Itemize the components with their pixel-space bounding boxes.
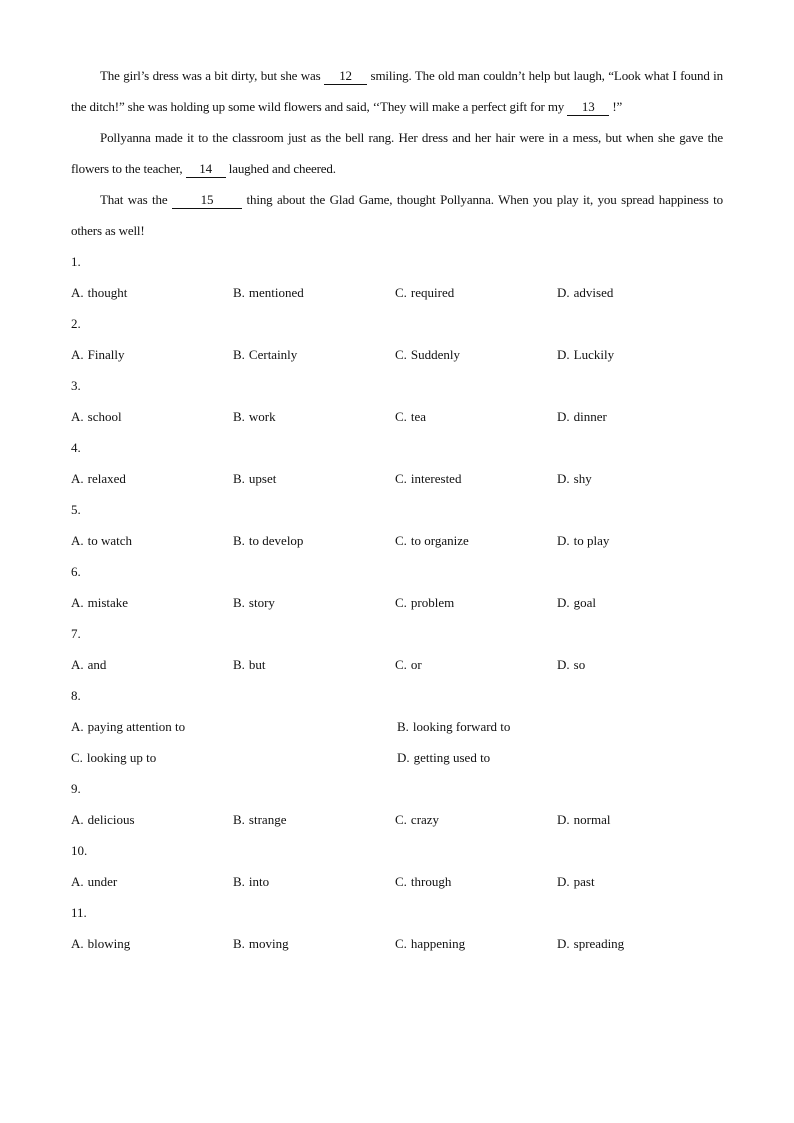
- option-letter: C.: [395, 874, 407, 889]
- option-text: mentioned: [248, 285, 304, 300]
- option-letter: D.: [557, 936, 570, 951]
- passage-text: That was the: [100, 192, 173, 207]
- question-number: 4.: [71, 440, 81, 455]
- option-d: [557, 928, 719, 959]
- option-d: [557, 339, 719, 370]
- option-text: normal: [573, 812, 611, 827]
- option-text: past: [573, 874, 595, 889]
- option-letter: A.: [71, 874, 84, 889]
- option-letter: D.: [557, 347, 570, 362]
- option-letter: D.: [557, 657, 570, 672]
- option-letter: D.: [397, 750, 410, 765]
- option-text: Certainly: [248, 347, 298, 362]
- passage-paragraph-3: [71, 184, 723, 246]
- passage-text: smiling. The old man couldn’t help but laugh, “Look what I found in the ditch!” she was holding up some wild flowers and said, ‘‘They will make a perfect gift for my: [71, 68, 723, 114]
- option-text: goal: [573, 595, 597, 610]
- option-c: [395, 463, 557, 494]
- option-c: [395, 804, 557, 835]
- option-text: required: [410, 285, 455, 300]
- option-b: [233, 928, 395, 959]
- options-row: [71, 525, 723, 556]
- blank-12: 12: [324, 68, 367, 85]
- option-a: [71, 401, 233, 432]
- question-number: 1.: [71, 254, 81, 269]
- option-text: so: [573, 657, 586, 672]
- option-text: work: [248, 409, 276, 424]
- options-row: [71, 277, 723, 308]
- option-text: delicious: [87, 812, 135, 827]
- option-letter: D.: [557, 409, 570, 424]
- reading-passage: [71, 60, 723, 246]
- option-text: moving: [248, 936, 289, 951]
- options-row: [71, 804, 723, 835]
- option-letter: B.: [233, 936, 245, 951]
- option-a: [71, 339, 233, 370]
- options-row: [71, 463, 723, 494]
- question-list: [71, 246, 723, 959]
- option-d: [557, 804, 719, 835]
- option-b: [233, 587, 395, 618]
- option-text: to play: [573, 533, 610, 548]
- option-d: [557, 401, 719, 432]
- document-page: [71, 60, 723, 959]
- option-letter: A.: [71, 936, 84, 951]
- option-text: and: [87, 657, 107, 672]
- passage-paragraph-1: [71, 60, 723, 122]
- option-letter: C.: [395, 657, 407, 672]
- option-text: under: [87, 874, 118, 889]
- option-letter: B.: [233, 347, 245, 362]
- option-c: [395, 649, 557, 680]
- option-text: advised: [573, 285, 614, 300]
- option-letter: A.: [71, 812, 84, 827]
- option-a: [71, 525, 233, 556]
- option-text: to organize: [410, 533, 469, 548]
- option-text: looking up to: [86, 750, 157, 765]
- option-a: [71, 587, 233, 618]
- question-number: 5.: [71, 502, 81, 517]
- question-number: 3.: [71, 378, 81, 393]
- option-c: [395, 866, 557, 897]
- option-c: [71, 742, 397, 773]
- option-letter: D.: [557, 874, 570, 889]
- option-text: dinner: [573, 409, 607, 424]
- option-text: through: [410, 874, 452, 889]
- option-d: [557, 277, 719, 308]
- option-text: getting used to: [413, 750, 491, 765]
- option-letter: C.: [71, 750, 83, 765]
- option-c: [395, 587, 557, 618]
- option-letter: D.: [557, 595, 570, 610]
- option-text: shy: [573, 471, 592, 486]
- option-letter: C.: [395, 409, 407, 424]
- option-a: [71, 804, 233, 835]
- question-number: 10.: [71, 843, 88, 858]
- option-letter: D.: [557, 285, 570, 300]
- option-text: to develop: [248, 533, 304, 548]
- option-letter: B.: [233, 657, 245, 672]
- option-a: [71, 649, 233, 680]
- option-b: [233, 866, 395, 897]
- option-b: [233, 339, 395, 370]
- option-letter: B.: [233, 533, 245, 548]
- blank-14: 14: [186, 161, 226, 178]
- option-letter: B.: [397, 719, 409, 734]
- options-row: [71, 401, 723, 432]
- option-text: problem: [410, 595, 455, 610]
- option-text: paying attention to: [87, 719, 186, 734]
- option-letter: B.: [233, 285, 245, 300]
- option-text: looking forward to: [412, 719, 511, 734]
- option-d: [557, 587, 719, 618]
- option-b: [233, 649, 395, 680]
- options-row: [71, 339, 723, 370]
- option-letter: A.: [71, 409, 84, 424]
- option-text: or: [410, 657, 422, 672]
- option-text: strange: [248, 812, 287, 827]
- passage-text: Pollyanna made it to the classroom just as the bell rang. Her dress and her hair were in a mess, but when she gave the flowers to the teacher,: [71, 130, 723, 176]
- question-number: 11.: [71, 905, 87, 920]
- option-d: [397, 742, 723, 773]
- question-number: 8.: [71, 688, 81, 703]
- option-text: crazy: [410, 812, 440, 827]
- option-c: [395, 525, 557, 556]
- option-text: to watch: [87, 533, 133, 548]
- option-letter: A.: [71, 533, 84, 548]
- option-a: [71, 866, 233, 897]
- option-c: [395, 401, 557, 432]
- passage-paragraph-2: [71, 122, 723, 184]
- options-row: [71, 587, 723, 618]
- options-row: [71, 928, 723, 959]
- option-letter: C.: [395, 347, 407, 362]
- option-d: [557, 866, 719, 897]
- blank-13: 13: [567, 99, 609, 116]
- option-letter: B.: [233, 812, 245, 827]
- option-c: [395, 928, 557, 959]
- option-text: Finally: [87, 347, 125, 362]
- passage-text: thing about the Glad Game, thought Pollyanna. When you play it, you spread happiness to others as well!: [71, 192, 723, 238]
- option-d: [557, 649, 719, 680]
- option-a: [71, 463, 233, 494]
- option-letter: D.: [557, 533, 570, 548]
- option-b: [233, 277, 395, 308]
- option-d: [557, 525, 719, 556]
- option-letter: C.: [395, 936, 407, 951]
- option-b: [397, 711, 723, 742]
- option-text: thought: [87, 285, 128, 300]
- option-b: [233, 525, 395, 556]
- passage-text: !”: [609, 99, 623, 114]
- option-letter: C.: [395, 285, 407, 300]
- option-text: blowing: [87, 936, 131, 951]
- option-a: [71, 928, 233, 959]
- option-letter: A.: [71, 657, 84, 672]
- option-b: [233, 463, 395, 494]
- option-c: [395, 339, 557, 370]
- option-text: into: [248, 874, 270, 889]
- option-letter: A.: [71, 471, 84, 486]
- option-text: relaxed: [87, 471, 126, 486]
- option-c: [395, 277, 557, 308]
- option-letter: C.: [395, 812, 407, 827]
- question-number: 6.: [71, 564, 81, 579]
- option-letter: C.: [395, 471, 407, 486]
- question-number: 2.: [71, 316, 81, 331]
- options-row: [71, 711, 723, 773]
- passage-text: laughed and cheered.: [225, 161, 336, 176]
- option-letter: D.: [557, 471, 570, 486]
- option-text: story: [248, 595, 275, 610]
- option-letter: A.: [71, 719, 84, 734]
- passage-text: The girl’s dress was a bit dirty, but she was: [100, 68, 325, 83]
- question-number: 7.: [71, 626, 81, 641]
- option-letter: A.: [71, 347, 84, 362]
- option-letter: C.: [395, 533, 407, 548]
- option-letter: A.: [71, 285, 84, 300]
- blank-15: 15: [172, 192, 242, 209]
- option-text: Suddenly: [410, 347, 461, 362]
- option-text: upset: [248, 471, 277, 486]
- option-text: tea: [410, 409, 427, 424]
- option-text: but: [248, 657, 266, 672]
- option-letter: B.: [233, 471, 245, 486]
- options-row: [71, 866, 723, 897]
- option-letter: B.: [233, 874, 245, 889]
- option-text: spreading: [573, 936, 625, 951]
- option-text: mistake: [87, 595, 129, 610]
- option-text: interested: [410, 471, 462, 486]
- option-text: school: [87, 409, 122, 424]
- option-d: [557, 463, 719, 494]
- options-row: [71, 649, 723, 680]
- option-text: Luckily: [573, 347, 615, 362]
- option-letter: A.: [71, 595, 84, 610]
- option-letter: C.: [395, 595, 407, 610]
- option-b: [233, 401, 395, 432]
- question-number: 9.: [71, 781, 81, 796]
- option-a: [71, 711, 397, 742]
- option-b: [233, 804, 395, 835]
- option-a: [71, 277, 233, 308]
- option-letter: B.: [233, 595, 245, 610]
- option-text: happening: [410, 936, 466, 951]
- option-letter: D.: [557, 812, 570, 827]
- option-letter: B.: [233, 409, 245, 424]
